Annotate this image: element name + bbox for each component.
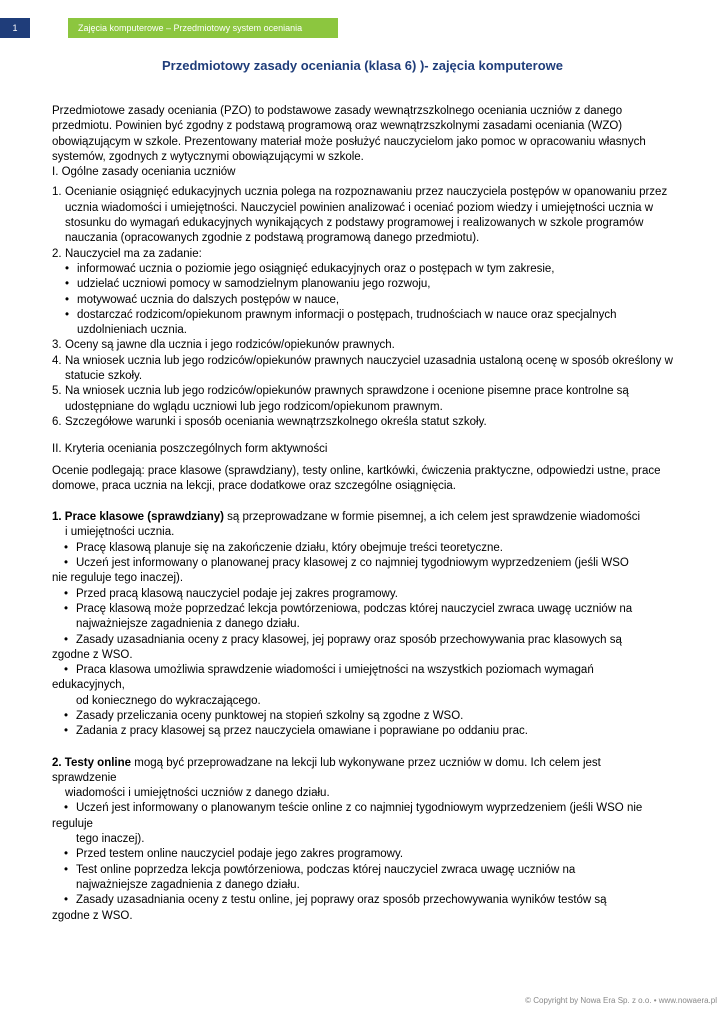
section-2-heading: II. Kryteria oceniania poszczególnych form aktywności	[52, 443, 328, 456]
bullet-continuation: zgodne z WSO.	[52, 648, 133, 661]
page-number: 1	[0, 18, 30, 38]
list-item: 5. Na wniosek ucznia lub jego rodziców/opiekunów prawnych sprawdzone i ocenione pisemne prace kontrolne są udostępniane do wglądu uczniowi lub jego rodzicom/opiekunom prawnym.	[52, 385, 629, 413]
page-title: Przedmiotowy zasady oceniania (klasa 6) )- zajęcia komputerowe	[162, 58, 563, 73]
bullet-item: • Praca klasowa umożliwia sprawdzenie wiadomości i umiejętności na wszystkich poziomach wymagań	[64, 663, 682, 678]
intro-paragraph: Przedmiotowe zasady oceniania (PZO) to podstawowe zasady wewnątrzszkolnego oceniania uczniów z danego przedmiotu. Powinien być zgodny z podstawą programową oraz wewnątrzszkolnymi zasadami oceniania (WZO) obowiązującym w szkole. Prezentowany materiał może posłużyć nauczycielom jako pomoc w opracowaniu własnych systemów, zgodnych z wytycznymi obowiązującymi w szkole.	[52, 105, 646, 163]
bullet-item: • Zasady przeliczania oceny punktowej na stopień szkolny są zgodne z WSO.	[64, 709, 682, 724]
bullet-item: • informować ucznia o poziomie jego osiągnięć edukacyjnych oraz o postępach w tym zakresie,	[65, 262, 682, 277]
subsection-continuation: wiadomości i umiejętności uczniów z danego działu.	[65, 787, 330, 800]
subsection-prace-klasowe: 1. Prace klasowe (sprawdziany) są przeprowadzane w formie pisemnej, a ich celem jest sprawdzenie wiadomości	[52, 511, 641, 524]
bullet-item: • Uczeń jest informowany o planowanym teście online z co najmniej tygodniowym wyprzedzeniem (jeśli WSO nie	[64, 801, 682, 816]
footer-copyright: © Copyright by Nowa Era Sp. z o.o. • www.nowaera.pl	[525, 996, 717, 1005]
bullet-item: • Pracę klasową może poprzedzać lekcja powtórzeniowa, podczas której nauczyciel zwraca uwagę uczniów na	[64, 602, 682, 617]
section-1-heading: I. Ogólne zasady oceniania uczniów	[52, 166, 236, 179]
bullet-item: • Przed testem online nauczyciel podaje jego zakres programowy.	[64, 847, 682, 862]
list-item: 4. Na wniosek ucznia lub jego rodziców/opiekunów prawnych nauczyciel uzasadnia ustaloną ocenę w sposób określony w statucie szkoły.	[52, 354, 673, 383]
bullet-continuation: od koniecznego do wykraczającego.	[76, 694, 261, 707]
section-2-intro: Ocenie podlegają: prace klasowe (sprawdziany), testy online, kartkówki, ćwiczenia praktyczne, odpowiedzi ustne, prace domowe, praca ucznia na lekcji, prace dodatkowe oraz szczególne osiągnięcia.	[52, 464, 661, 492]
header-subject-bar: Zajęcia komputerowe – Przedmiotowy system oceniania	[68, 18, 338, 38]
list-item: 3. Oceny są jawne dla ucznia i jego rodziców/opiekunów prawnych.	[52, 339, 395, 352]
bullet-continuation: tego inaczej).	[76, 833, 145, 846]
bullet-item: • motywować ucznia do dalszych postępów w nauce,	[65, 293, 682, 308]
bullet-continuation: reguluje	[52, 817, 93, 830]
bullet-item: • Pracę klasową planuje się na zakończenie działu, który obejmuje treści teoretyczne.	[64, 541, 682, 556]
subsection-continuation: sprawdzenie	[52, 771, 117, 784]
bullet-list	[52, 262, 682, 338]
bullet-item: • dostarczać rodzicom/opiekunom prawnym informacji o postępach, trudnościach w nauce oraz specjalnych uzdolnieniach ucznia.	[65, 308, 682, 339]
bullet-continuation: najważniejsze zagadnienia z danego działu.	[76, 618, 300, 631]
bullet-item: • Przed pracą klasową nauczyciel podaje jej zakres programowy.	[64, 587, 682, 602]
bullet-continuation: nie reguluje tego inaczej).	[52, 572, 184, 585]
list-item: 1. Ocenianie osiągnięć edukacyjnych ucznia polega na rozpoznawaniu przez nauczyciela postępów w opanowaniu przez ucznia wiadomości i umiejętności. Nauczyciel powinien analizować i oceniać poziom wiedzy i umiejętności ucznia w stosunku do wymagań edukacyjnych wynikających z podstawy programowej i realizowanych w szkole programów nauczania (opracowanych zgodnie z podstawą programową danego przedmiotu).	[52, 186, 668, 245]
bullet-item: • Zasady uzasadniania oceny z testu online, jej poprawy oraz sposób przechowywania wyników testów są	[64, 893, 682, 908]
bullet-continuation: edukacyjnych,	[52, 679, 125, 692]
bullet-item: • Test online poprzedza lekcja powtórzeniowa, podczas której nauczyciel zwraca uwagę uczniów na	[64, 863, 682, 878]
list-item: 6. Szczegółowe warunki i sposób oceniania wewnątrzszkolnego określa statut szkoły.	[52, 415, 487, 428]
bullet-item: • Zadania z pracy klasowej są przez nauczyciela omawiane i poprawiane po oddaniu prac.	[64, 724, 682, 739]
bullet-continuation: zgodne z WSO.	[52, 909, 133, 922]
subsection-continuation: i umiejętności ucznia.	[65, 526, 175, 539]
list-item: 2. Nauczyciel ma za zadanie:	[52, 247, 202, 260]
subsection-testy-online: 2. Testy online mogą być przeprowadzane na lekcji lub wykonywane przez uczniów w domu. Ich celem jest	[52, 756, 601, 769]
bullet-item: • udzielać uczniowi pomocy w samodzielnym planowaniu jego rozwoju,	[65, 277, 682, 292]
bullet-item: • Zasady uzasadniania oceny z pracy klasowej, jej poprawy oraz sposób przechowywania prac klasowych są	[64, 633, 682, 648]
bullet-continuation: najważniejsze zagadnienia z danego działu.	[76, 878, 300, 891]
bullet-item: • Uczeń jest informowany o planowanej pracy klasowej z co najmniej tygodniowym wyprzedzeniem (jeśli WSO	[64, 556, 682, 571]
document-body	[52, 104, 682, 924]
